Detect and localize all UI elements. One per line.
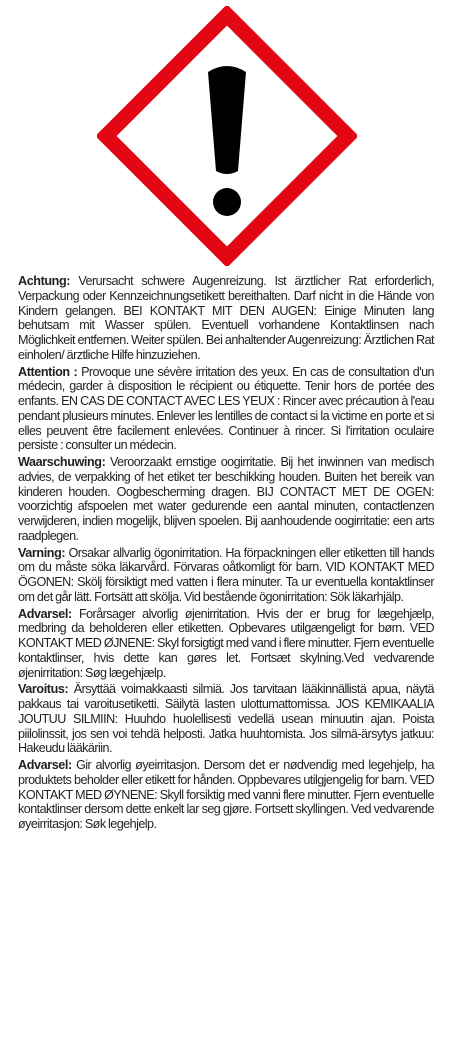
warning-block-fr xyxy=(18,365,434,454)
warning-block-fi xyxy=(18,682,434,756)
warning-label-fr: Attention : xyxy=(18,364,78,379)
warning-text-sv: Orsakar allvarlig ögonirritation. Ha förpackningen eller etiketten till hands om du måste söka läkarvård. Förvaras oåtkomligt för barn. VID KONTAKT MED ÖGONEN: Skölj försiktigt med vatten i flera minuter. Ta ur eventuella kontaktlinser om det går lätt. Fortsätt att skölja. Vid bestående ögonirritation: Sök läkarhjälp. xyxy=(18,545,434,604)
hazard-warning-text xyxy=(18,274,434,834)
warning-block-nl xyxy=(18,455,434,544)
warning-label-nl: Waarschuwing: xyxy=(18,455,106,469)
warning-text-fr: Provoque une sévère irritation des yeux. En cas de consultation d'un médecin, garder à disposition le récipient ou étiquette. Tenir hors de portée des enfants. EN CAS DE CONTACT AVEC LES YEUX : Rincer avec précaution à l'eau pendant plusieurs minutes. Enlever les lentilles de contact si la victime en porte et si elles peuvent être facilement enlevées. Continuer à rincer. Si l'irritation oculaire persiste : consulter un médecin. xyxy=(18,364,434,453)
warning-text-fi: Ärsyttää voimakkaasti silmiä. Jos tarvitaan lääkinnällistä apua, näytä pakkaus tai varoitusetiketti. Säilytä lasten ulottumattomissa. JOS KEMIKAALIA JOUTUU SILMIIN: Huuhdo huolellisesti vedellä usean minuutin ajan. Poista piilolinssit, jos sen voi tehdä helposti. Jatka huuhtomista. Jos silmä-ärsytys jatkuu: Hakeudu lääkäriin. xyxy=(18,682,434,756)
warning-block-da xyxy=(18,607,434,681)
warning-label-de: Achtung: xyxy=(18,274,71,288)
warning-text-de: Verursacht schwere Augenreizung. Ist ärztlicher Rat erforderlich, Verpackung oder Kennzeichnungsetikett bereithalten. Darf nicht in die Hände von Kindern gelangen. BEI KONTAKT MIT DEN AUGEN: Einige Minuten lang behutsam mit Wasser spülen. Eventuell vorhandene Kontaktlinsen nach Möglichkeit entfernen. Weiter spülen. Bei anhaltender Augenreizung: Ärztlichen Rat einholen/ ärztliche Hilfe hinzuziehen. xyxy=(18,274,434,362)
exclamation-mark-dot xyxy=(213,188,241,216)
warning-block-sv xyxy=(18,546,434,605)
warning-label-sv: Varning: xyxy=(18,545,66,560)
warning-label-no: Advarsel: xyxy=(18,758,72,772)
warning-label-fi: Varoitus: xyxy=(18,682,69,697)
warning-text-no: Gir alvorlig øyeirritasjon. Dersom det er nødvendig med legehjelp, ha produktets beholder eller etikett for hånden. Oppbevares utilgjengelig for barn. VED KONTAKT MED ØYNENE: Skyll forsiktig med vanni flere minutter. Fjern eventuelle kontaktlinser dersom dette enkelt lar seg gjøre. Fortsett skyllingen. Ved vedvarende øyeirritasjon: Søk legehjelp. xyxy=(18,758,434,831)
warning-text-da: Forårsager alvorlig øjenirritation. Hvis der er brug for lægehjælp, medbring da beholderen eller etiketten. Opbevares utilgængeligt for børn. VED KONTAKT MED ØJNENE: Skyl forsigtigt med vand i flere minutter. Fjern eventuelle kontaktlinser, hvis dette kan gøres let. Fortsæt skylning.Ved vedvarende øjenirritation: Søg lægehjælp. xyxy=(18,606,434,680)
warning-text-nl: Veroorzaakt ernstige oogirritatie. Bij het inwinnen van medisch advies, de verpakking of het etiket ter beschikking houden. Buiten het bereik van kinderen houden. Oogbescherming dragen. BIJ CONTACT MET DE OGEN: voorzichtig afspoelen met water gedurende een aantal minuten, contactlenzen verwijderen, indien mogelijk, blijven spoelen. Bij aanhoudende oogirritatie: een arts raadplegen. xyxy=(18,455,434,543)
warning-block-no xyxy=(18,758,434,832)
warning-block-de xyxy=(18,274,434,363)
warning-label-da: Advarsel: xyxy=(18,606,72,621)
exclamation-mark-hazard-icon xyxy=(97,6,357,266)
